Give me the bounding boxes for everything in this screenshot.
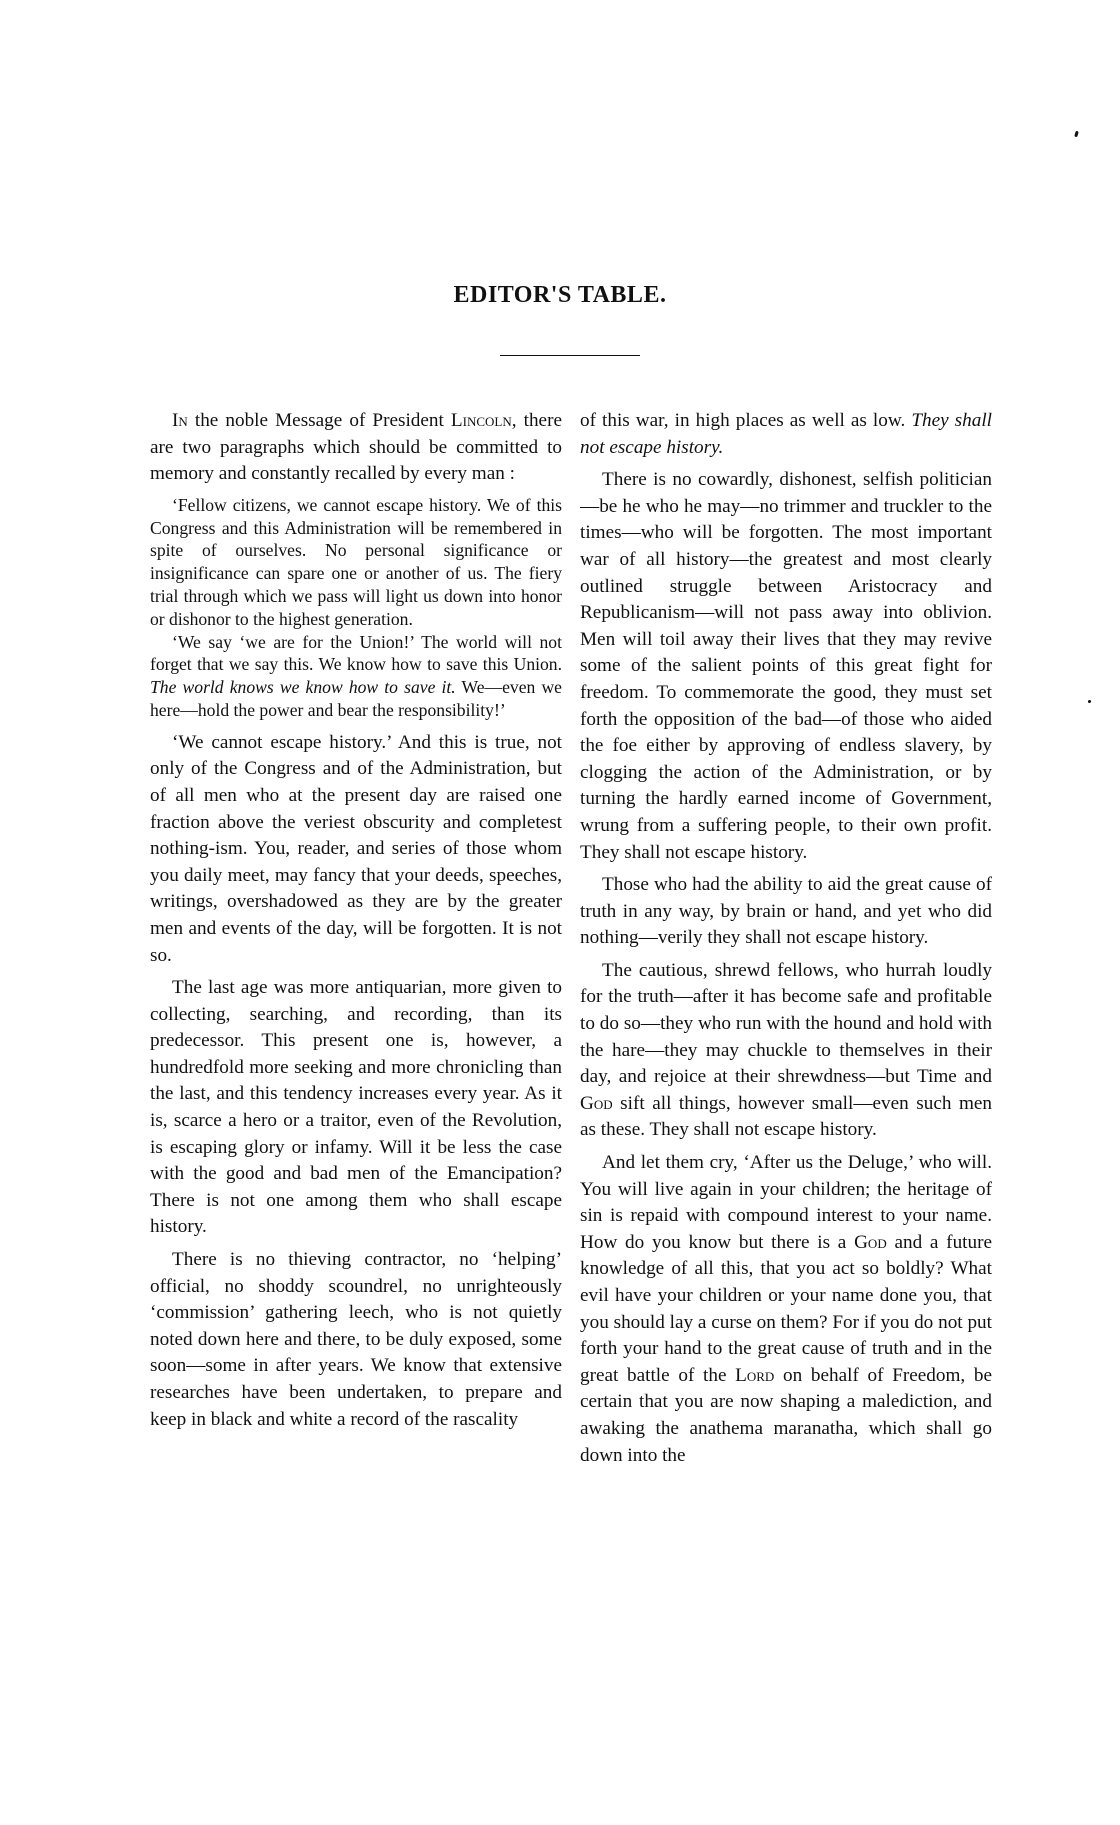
- left-text-column: [150, 408, 562, 1439]
- small-caps-god: God: [854, 1231, 887, 1253]
- right-text-column: [580, 408, 992, 1475]
- italic-emphasis: They shall not escape history.: [580, 410, 992, 458]
- paragraph: The cautious, shrewd fellows, who hurrah loudly for the truth—after it has become safe and profitable to do so—they who run with the hound and hold with the hare—they may chuckle to themselves in their day, and rejoice at their shrewdness—but Time and God sift all things, however small—even such men as these. They shall not escape history.: [580, 959, 992, 1141]
- drop-lead-word: In: [172, 410, 188, 431]
- small-caps-god: God: [580, 1092, 613, 1114]
- paragraph-continued: of this war, in high places as well as low. They shall not escape history.: [580, 410, 992, 458]
- paragraph: There is no thieving contractor, no ‘helping’ official, no shoddy scoundrel, no unrighteously ‘commission’ gathering leech, who is not quietly noted down here and there, to be duly exposed, some soon—some in after years. We know that extensive researches have been undertaken, to prepare and keep in black and white a record of the rascality: [150, 1249, 562, 1430]
- paragraph: The last age was more antiquarian, more given to collecting, searching, and recording, than its predecessor. This present one is, however, a hundredfold more seeking and more chronicling than the last, and this tendency increases every year. As it is, scarce a hero or a traitor, even of the Revolution, is escaping glory or infamy. Will it be less the case with the good and bad men of the Emancipation? There is not one among them who shall escape history.: [150, 977, 562, 1238]
- printing-speck-mark: [1074, 131, 1078, 138]
- paragraph: In the noble Message of President Lincoln, there are two paragraphs which should be committed to memory and constantly recalled by every man :: [150, 410, 562, 485]
- small-caps-lord: Lord: [735, 1364, 775, 1386]
- paragraph: ‘We cannot escape history.’ And this is true, not only of the Congress and of the Administration, but of all men who at the present day are raised one fraction above the veriest obscurity and completest nothing-ism. You, reader, and series of those whom you daily meet, may fancy that your deeds, speeches, writings, overshadowed as they are by the greater men and events of the day, will be forgotten. It is not so.: [150, 731, 562, 966]
- paragraph: Those who had the ability to aid the great cause of truth in any way, by brain or hand, and yet who did nothing—verily they shall not escape history.: [580, 874, 992, 949]
- paragraph: There is no cowardly, dishonest, selfish politician—be he who he may—no trimmer and truckler to the times—who will be forgotten. The most important war of all history—the greatest and most clearly outlined struggle between Aristocracy and Republicanism—will not pass away into oblivion. Men will toil away their lives that they may revive some of the salient points of this great fight for freedom. To commemorate the good, they must set forth the opposition of the bad—of those who aided the foe either by approving of endless slavery, by clogging the action of the Administration, or by turning the hardly earned income of Government, wrung from a suffering people, to their own profit. They shall not escape history.: [580, 469, 992, 863]
- paragraph: And let them cry, ‘After us the Deluge,’ who will. You will live again in your children; the heritage of sin is repaid with compound interest to your name. How do you know but there is a God and a future knowledge of all this, that you act so boldly? What evil have your children or your name done you, that you should lay a curse on them? For if you do not put forth your hand to the great cause of truth and in the great battle of the Lord on behalf of Freedom, be certain that you are now shaping a malediction, and awaking the anathema maranatha, which shall go down into the: [580, 1152, 992, 1466]
- italic-emphasis: The world knows we know how to save it.: [150, 677, 456, 698]
- title-divider-rule: [500, 355, 640, 356]
- block-quote: ‘Fellow citizens, we cannot escape history. We of this Congress and this Administration will be remembered in spite of ourselves. No personal significance or insignificance can spare one or another of us. The fiery trial through which we pass will light us down into honor or dishonor to the highest generation.: [150, 494, 562, 629]
- name-lincoln: Lincoln: [450, 410, 512, 431]
- block-quote: ‘We say ‘we are for the Union!’ The world will not forget that we say this. We know how to save this Union. The world knows we know how to save it. We—even we here—hold the power and bear the responsibility!’: [150, 631, 562, 720]
- printing-speck-mark: [1088, 700, 1092, 704]
- page-title: EDITOR'S TABLE.: [453, 282, 667, 309]
